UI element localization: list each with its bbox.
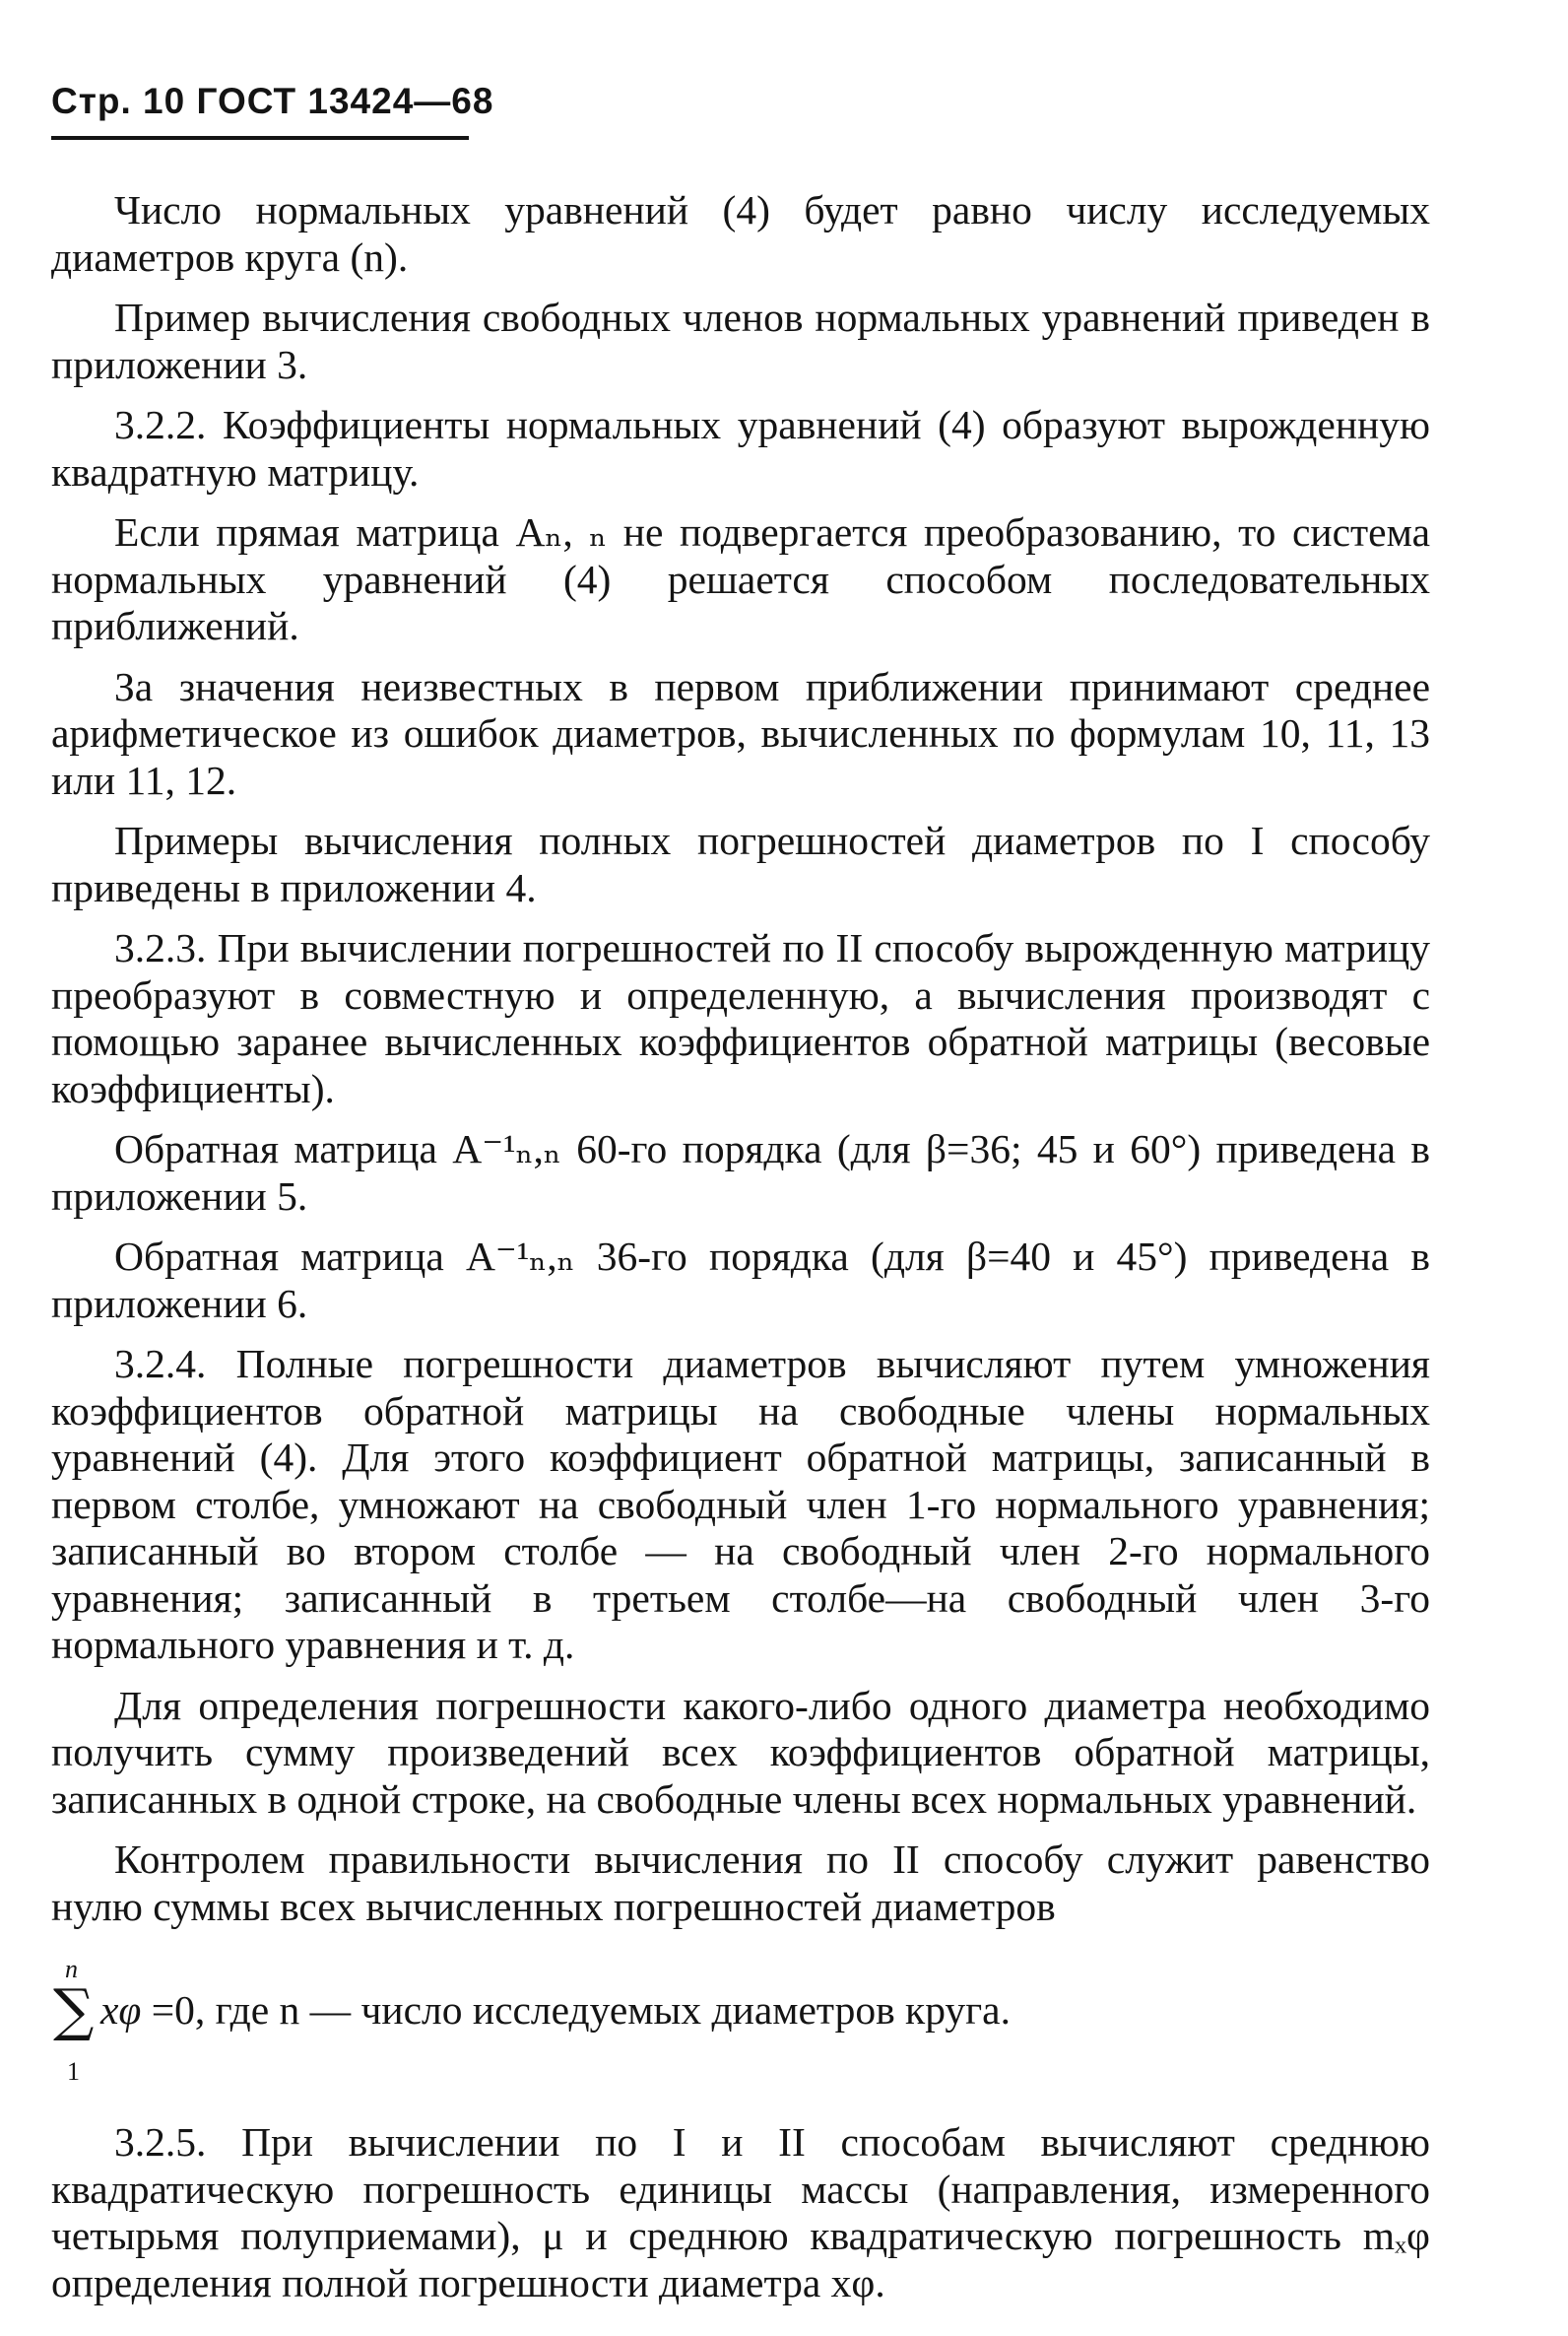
header-rule <box>51 136 469 140</box>
formula-text: =0, где n — число исследуемых диаметров круга. <box>151 1987 1011 2033</box>
paragraph-final: 3.2.5. При вычислении по I и II способам вычисляют среднюю квадратическую погрешность единицы массы (направления, измеренного четырьмя полуприемами), μ и среднюю квадратическую погрешность mₓφ определения полной погрешности диаметра xφ. <box>51 2119 1430 2305</box>
sum-upper-limit: n <box>65 1955 78 1983</box>
formula-body <box>100 1987 1011 2035</box>
paragraph: Пример вычисления свободных членов нормальных уравнений приведен в приложении 3. <box>51 295 1430 387</box>
paragraph: Для определения погрешности какого-либо одного диаметра необходимо получить сумму произведений всех коэффициентов обратной матрицы, записанных в одной строке, на свободные члены всех нормальных уравнений. <box>51 1682 1430 1822</box>
paragraph: Обратная матрица A⁻¹ₙ,ₙ 60-го порядка (для β=36; 45 и 60°) приведена в приложении 5. <box>51 1126 1430 1219</box>
paragraph: Обратная матрица A⁻¹ₙ,ₙ 36-го порядка (для β=40 и 45°) приведена в приложении 6. <box>51 1234 1430 1326</box>
sum-formula <box>51 1946 1430 2094</box>
paragraph: 3.2.4. Полные погрешности диаметров вычисляют путем умножения коэффициентов обратной матрицы на свободные члены нормальных уравнений (4). Для этого коэффициент обратной матрицы, записанный в первом столбе, умножают на свободный член 1-го нормального уравнения; записанный во втором столбе — на свободный член 2-го нормального уравнения; записанный в третьем столбе—на свободный член 3-го нормального уравнения и т. д. <box>51 1341 1430 1667</box>
paragraph: Если прямая матрица Aₙ, ₙ не подвергается преобразованию, то система нормальных уравнений (4) решается способом последовательных приближений. <box>51 509 1430 648</box>
page-header <box>51 81 493 122</box>
page-number: Стр. 10 <box>51 81 186 121</box>
paragraph: Контролем правильности вычисления по II способу служит равенство нулю суммы всех вычисленных погрешностей диаметров <box>51 1836 1430 1929</box>
sum-lower-limit: 1 <box>67 2057 80 2086</box>
standard-id: ГОСТ 13424—68 <box>196 81 494 121</box>
summand: xφ <box>100 1987 142 2033</box>
paragraph: За значения неизвестных в первом приближении принимают среднее арифметическое из ошибок диаметров, вычисленных по формулам 10, 11, 13 или 11, 12. <box>51 663 1430 803</box>
sigma-symbol: ∑ <box>53 1976 95 2043</box>
paragraph: 3.2.2. Коэффициенты нормальных уравнений (4) образуют вырожденную квадратную матрицу. <box>51 402 1430 495</box>
paragraph: Примеры вычисления полных погрешностей диаметров по I способу приведены в приложении 4. <box>51 818 1430 910</box>
paragraph: 3.2.3. При вычислении погрешностей по II способу вырожденную матрицу преобразуют в совместную и определенную, а вычисления производят с помощью заранее вычисленных коэффициентов обратной матрицы (весовые коэффициенты). <box>51 925 1430 1111</box>
document-body <box>51 187 1430 2320</box>
paragraph: Число нормальных уравнений (4) будет равно числу исследуемых диаметров круга (n). <box>51 187 1430 280</box>
